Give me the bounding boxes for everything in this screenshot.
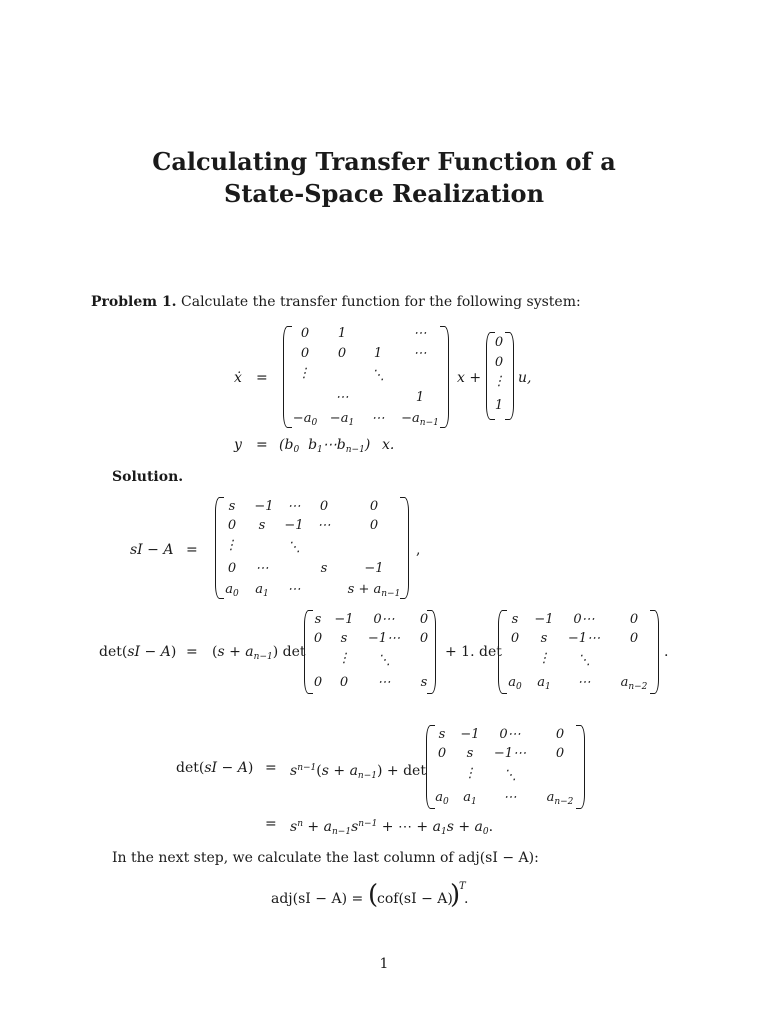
c-row-vector: ($b_0$ $b_1\cdots b_{n-1}$) xyxy=(279,437,371,455)
det-si-minus-a-label: det(sI − A) xyxy=(99,644,177,660)
adj-open-paren: ( xyxy=(368,880,379,910)
equals-sign: = xyxy=(256,437,268,453)
paper-title-line-2: State-Space Realization xyxy=(223,179,545,208)
solution-label: Solution. xyxy=(112,469,184,485)
equals-sign: = xyxy=(186,644,198,660)
equals-sign: = xyxy=(186,542,198,558)
equals-sign: = xyxy=(256,370,268,386)
u-comma: u, xyxy=(518,370,532,386)
minor1-left-paren xyxy=(304,610,313,694)
matrix-a-right-paren xyxy=(440,326,449,428)
si-minus-a-label: sI − A xyxy=(130,542,174,558)
characteristic-polynomial: $s^n + a_{n-1}s^{n-1}$ + ⋯ + $a_1s + a_0$. xyxy=(290,819,494,837)
problem-label: Problem 1. xyxy=(91,294,177,310)
minor2-right-paren xyxy=(650,610,659,694)
transpose-superscript: T xyxy=(459,881,466,892)
adj-period: . xyxy=(464,891,469,907)
equals-sign: = xyxy=(265,816,277,832)
equals-sign: = xyxy=(265,760,277,776)
y-symbol: y xyxy=(234,437,242,453)
adj-inner: cof(sI − A) xyxy=(377,891,453,907)
paper-title-line-1: Calculating Transfer Function of a xyxy=(152,147,616,176)
x-plus: x + xyxy=(457,370,482,386)
xdot-symbol: ẋ xyxy=(234,370,242,386)
adj-close-paren: ) xyxy=(450,880,461,910)
matrix-sia-right-paren xyxy=(400,497,409,599)
s-plus-an1-det: $(s + a_{n-1})$ det xyxy=(212,644,306,662)
period: . xyxy=(664,644,669,660)
paper-page: Calculating Transfer Function of a State-Space Realization Problem 1. Calculate the transfer function for the following system: ẋ = 0 1 ⋯ 0 0 1 ⋯ ⋮ ⋱ ⋯ 1 $-a_0$ $-a_1$ ⋯ $-a_{n-1}$ x + 0 0 ⋮ 1 u, y = ($b_0$ $b_1\cdots b_{n-1}$) x. Solution. sI − A = s −1 ⋯ 0 0 0 s −1 ⋯ 0 ⋮ ⋱ 0 ⋯ s −1 $a_0$ $a_1$ ⋯ $s + a_{n-1}$ , det(sI − A) = $(s + a_{n-1})$ det s −1 0⋯ 0 0 s −1⋯ 0 ⋮ ⋱ 0 0 ⋯ s + 1. det s −1 0⋯ 0 0 s −1⋯ 0 ⋮ ⋱ $a_0$ $a_1$ ⋯ $a_{n-2}$ . det(sI − A) = $s^{n-1}(s + a_{n-1}) + \det$ s −1 0⋯ 0 0 s −1⋯ 0 ⋮ ⋱ $a_0$ $a_1$ ⋯ $a_{n-2}$ = $s^n + a_{n-1}s^{n-1}$ + ⋯ + $a_1s + a_0$. In the next step, we calculate the last column of adj(sI − A): adj(sI − A) = ( cof(sI − A) ) T . 1 xyxy=(0,0,768,1024)
adj-lhs: adj(sI − A) = xyxy=(271,891,364,907)
vector-b-right-paren xyxy=(505,332,514,420)
plus-1-det: + 1. det xyxy=(445,644,502,660)
problem-statement xyxy=(91,293,581,311)
next-step-text: In the next step, we calculate the last column of adj(sI − A): xyxy=(112,850,539,866)
minor3-right-paren xyxy=(576,725,585,809)
comma: , xyxy=(416,542,421,558)
matrix-a-left-paren xyxy=(283,326,292,428)
problem-text: Calculate the transfer function for the following system: xyxy=(181,294,581,310)
y-rhs-x: x. xyxy=(382,437,395,453)
page-number: 1 xyxy=(379,956,389,972)
minor3-left-paren xyxy=(426,725,435,809)
minor1-right-paren xyxy=(427,610,436,694)
minor2-left-paren xyxy=(498,610,507,694)
matrix-sia-left-paren xyxy=(215,497,224,599)
det-si-minus-a-label-2: det(sI − A) xyxy=(176,760,254,776)
sn1-term: $s^{n-1}(s + a_{n-1}) + \det$ xyxy=(290,763,426,781)
